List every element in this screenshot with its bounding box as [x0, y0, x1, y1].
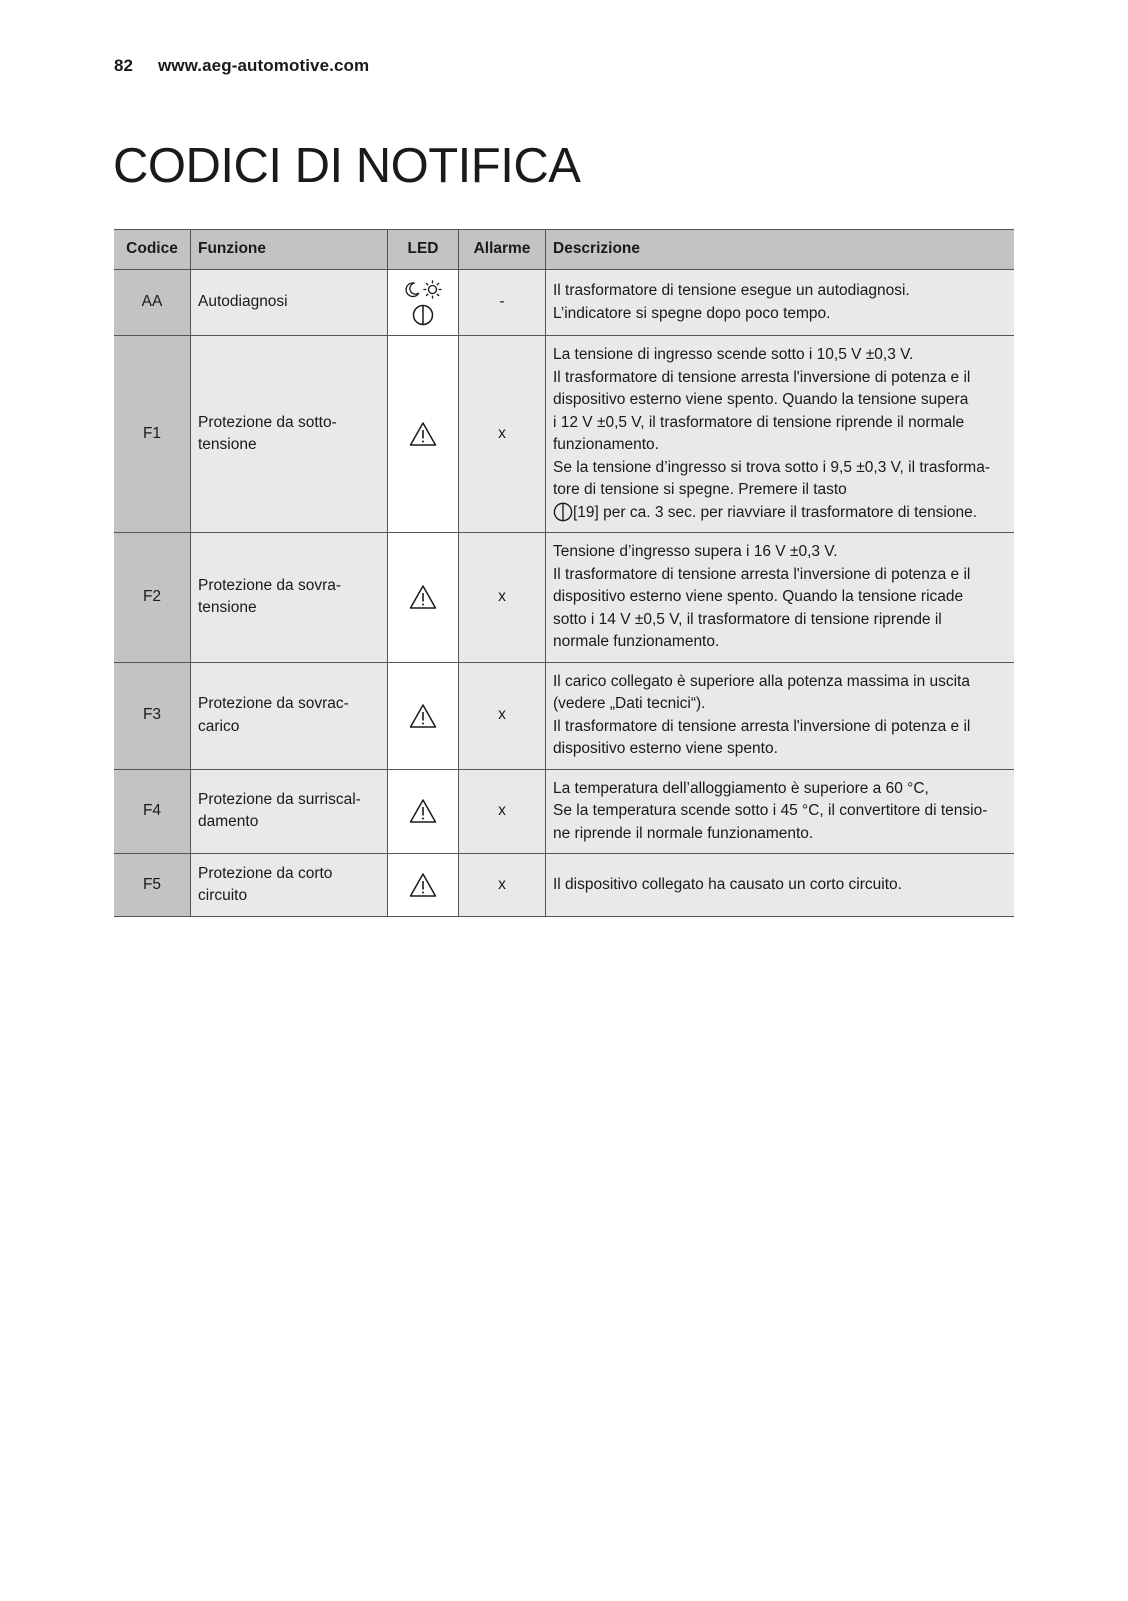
website-url: www.aeg-automotive.com: [157, 56, 370, 75]
row-led: [388, 270, 459, 336]
row-function: Autodiagnosi: [191, 270, 388, 336]
row-description: [546, 533, 1015, 663]
warning-icon: [409, 802, 437, 819]
row-led: [388, 854, 459, 917]
row-description: [546, 270, 1015, 336]
row-alarm: x: [459, 533, 546, 663]
header-alarm: Allarme: [459, 230, 546, 270]
power-icon: [412, 304, 434, 327]
description-line: L’indicatore si spegne dopo poco tempo.: [553, 304, 831, 322]
description-line-with-icon: [553, 502, 1007, 525]
row-alarm: x: [459, 662, 546, 769]
row-description: [546, 854, 1015, 917]
description-line: dispositivo esterno viene spento. Quando la tensione supera: [553, 391, 969, 408]
row-code: F5: [114, 854, 191, 917]
row-code: AA: [114, 270, 191, 336]
table-row: [114, 769, 1014, 854]
row-alarm: -: [459, 270, 546, 336]
description-line: sotto i 14 V ±0,5 V, il trasformatore di tensione riprende il: [553, 610, 942, 628]
description-line: Il trasformatore di tensione arresta l'inversione di potenza e il: [553, 565, 971, 583]
row-code: F2: [114, 533, 191, 663]
warning-icon: [409, 425, 437, 442]
row-alarm: x: [459, 854, 546, 917]
row-code: F1: [114, 336, 191, 533]
row-function: Protezione da sovra-tensione: [191, 533, 388, 663]
row-alarm: x: [459, 336, 546, 533]
table-row: [114, 533, 1014, 663]
description-line: Il dispositivo collegato ha causato un corto circuito.: [553, 875, 902, 893]
row-function: Protezione da sovrac-carico: [191, 662, 388, 769]
header-led: LED: [388, 230, 459, 270]
description-line: Il trasformatore di tensione arresta l'inversione di potenza e il: [553, 717, 971, 735]
row-led: [388, 662, 459, 769]
description-line: ne riprende il normale funzionamento.: [553, 824, 814, 842]
notification-codes-table: [114, 229, 1014, 917]
description-line: normale funzionamento.: [553, 633, 720, 650]
description-line: Tensione d’ingresso supera i 16 V ±0,3 V.: [553, 543, 838, 560]
header-function: Funzione: [191, 230, 388, 270]
page-header: [114, 56, 369, 76]
row-alarm: x: [459, 769, 546, 854]
row-function: Protezione da sotto-tensione: [191, 336, 388, 533]
description-line: Il trasformatore di tensione esegue un autodiagnosi.: [553, 282, 910, 299]
description-line: Se la temperatura scende sotto i 45 °C, il convertitore di tensio-: [553, 802, 988, 819]
description-line: La temperatura dell’alloggiamento è superiore a 60 °C,: [553, 779, 929, 797]
description-line: tore di tensione si spegne. Premere il tasto: [553, 481, 847, 498]
description-line: dispositivo esterno viene spento.: [553, 740, 778, 757]
description-text: [19] per ca. 3 sec. per riavviare il trasformatore di tensione.: [573, 503, 978, 521]
row-led: [388, 533, 459, 663]
table-header-row: [114, 230, 1014, 270]
table-row: [114, 336, 1014, 533]
row-led: [388, 769, 459, 854]
row-description: [546, 769, 1015, 854]
page-number: 82: [114, 56, 134, 75]
row-code: F3: [114, 662, 191, 769]
row-description: [546, 336, 1015, 533]
description-line: La tensione di ingresso scende sotto i 10,5 V ±0,3 V.: [553, 346, 914, 363]
page-title: CODICI DI NOTIFICA: [113, 139, 581, 193]
description-line: Il trasformatore di tensione arresta l'inversione di potenza e il: [553, 368, 971, 386]
table-row: [114, 270, 1014, 336]
warning-icon: [409, 876, 437, 893]
table-row: [114, 854, 1014, 917]
power-icon: [553, 504, 573, 521]
sun-icon: [423, 278, 442, 301]
description-line: Se la tensione d’ingresso si trova sotto i 9,5 ±0,3 V, il trasforma-: [553, 458, 990, 476]
description-line: Il carico collegato è superiore alla potenza massima in uscita: [553, 672, 970, 690]
description-line: (vedere „Dati tecnici“).: [553, 695, 706, 712]
row-description: [546, 662, 1015, 769]
moon-icon: [404, 278, 421, 301]
row-led: [388, 336, 459, 533]
header-description: Descrizione: [546, 230, 1015, 270]
header-code: Codice: [114, 230, 191, 270]
description-line: dispositivo esterno viene spento. Quando la tensione ricade: [553, 588, 964, 605]
warning-icon: [409, 588, 437, 605]
description-line: i 12 V ±0,5 V, il trasformatore di tensione riprende il normale: [553, 413, 965, 431]
row-function: Protezione da surriscal-damento: [191, 769, 388, 854]
description-line: funzionamento.: [553, 436, 659, 453]
table-row: [114, 662, 1014, 769]
row-function: Protezione da corto circuito: [191, 854, 388, 917]
row-code: F4: [114, 769, 191, 854]
warning-icon: [409, 707, 437, 724]
